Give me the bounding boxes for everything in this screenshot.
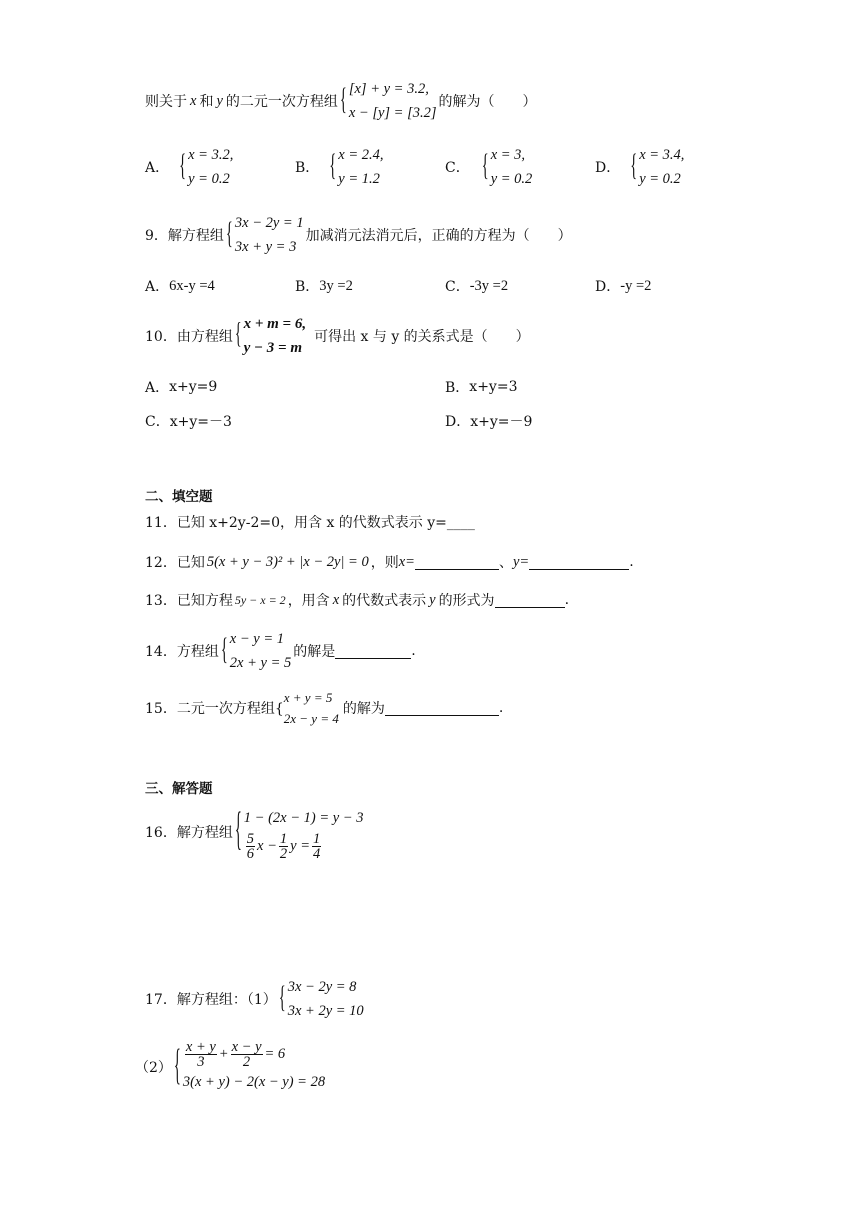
q12-y-blank[interactable] <box>529 555 629 570</box>
q9-stem <box>145 212 572 258</box>
brace-icon: { <box>630 149 638 184</box>
option-system <box>630 143 684 191</box>
q17-p2-label: （2） <box>135 1060 172 1076</box>
q16-number: 16． <box>145 825 177 841</box>
q16-pre: 解方程组 <box>176 825 233 841</box>
q15-blank[interactable] <box>385 701 499 716</box>
q8-stem-mid: 的二元一次方程组 <box>225 94 338 110</box>
option-label: B． <box>295 279 320 295</box>
option-text: x+y=3 <box>469 379 518 395</box>
q16-eq2-part1: x − <box>257 838 277 854</box>
q10-number: 10． <box>145 329 177 345</box>
q10-eq1: x + m = 6, <box>243 316 307 332</box>
q9-option-b[interactable] <box>295 276 353 296</box>
q14-equation-system <box>221 627 291 675</box>
numerator: x + y <box>185 1038 216 1055</box>
section-heading-fill-in: 二、填空题 <box>145 489 213 505</box>
q14-end: . <box>411 643 416 659</box>
q16-equation-system <box>235 804 364 861</box>
q12-x-label: x= <box>398 553 415 570</box>
section-heading-answer: 三、解答题 <box>145 781 213 797</box>
q13 <box>145 589 569 611</box>
denominator: 6 <box>246 845 255 862</box>
brace-icon: { <box>234 805 242 857</box>
q8-option-c[interactable] <box>445 144 534 190</box>
option-text: -y =2 <box>620 277 652 294</box>
fraction <box>246 832 255 861</box>
option-system <box>482 143 533 191</box>
q10-option-c[interactable] <box>145 411 232 431</box>
option-label: B． <box>445 380 470 396</box>
option-label: C． <box>145 414 170 430</box>
q15-pre: 二元一次方程组{ <box>176 701 284 717</box>
option-text: x+y=9 <box>169 379 218 395</box>
q9-eq1: 3x − 2y = 1 <box>234 215 304 231</box>
brace-icon: { <box>225 217 233 252</box>
q9-stem-post: 加减消元法消元后，正确的方程为（ ） <box>305 228 572 244</box>
q8-stem <box>145 78 536 124</box>
q15-eq1: x + y = 5 <box>283 690 333 705</box>
q9-equation-system <box>226 211 304 259</box>
q17-part1 <box>145 976 366 1022</box>
q15-equation-lines <box>284 687 339 729</box>
q17-p2-equation-system <box>174 1040 325 1095</box>
q14 <box>145 628 416 674</box>
q15 <box>145 686 503 730</box>
option-label: D． <box>445 414 471 430</box>
q14-number: 14． <box>145 644 177 660</box>
numerator: 1 <box>313 830 321 847</box>
brace-icon: { <box>234 319 242 351</box>
fraction <box>231 1040 263 1069</box>
option-label: A． <box>145 160 170 176</box>
q8-stem-pre: 则关于 <box>145 94 187 110</box>
q17-p2-rhs: = 6 <box>264 1046 286 1062</box>
q10-stem <box>145 312 530 360</box>
option-label: D． <box>595 160 621 176</box>
option-label: C． <box>445 279 470 295</box>
q14-pre: 方程组 <box>176 644 219 660</box>
q10-eq2: y − 3 = m <box>243 340 303 356</box>
q17-p1-eq1: 3x − 2y = 8 <box>287 979 357 995</box>
q13-end: . <box>564 592 570 608</box>
option-label: A． <box>145 380 170 396</box>
q14-post: 的解是 <box>293 644 336 660</box>
q12-end: . <box>629 554 634 570</box>
q17-part2 <box>135 1036 327 1098</box>
q8-option-d[interactable] <box>595 144 686 190</box>
option-line-1: x = 3, <box>490 147 526 163</box>
q14-eq2: 2x + y = 5 <box>229 655 292 671</box>
q8-option-b[interactable] <box>295 144 386 190</box>
option-line-1: x = 2.4, <box>338 147 384 163</box>
q13-var-x: x <box>332 591 340 608</box>
option-line-2: y = 0.2 <box>639 171 681 187</box>
fraction <box>312 832 321 861</box>
q12-separator: 、 <box>498 555 513 571</box>
q13-blank[interactable] <box>495 593 565 608</box>
plus-sign: + <box>218 1046 229 1062</box>
option-label: D． <box>595 279 621 295</box>
brace-icon: { <box>179 149 187 184</box>
q17-number: 17． <box>145 992 177 1008</box>
q8-and: 和 <box>199 94 214 110</box>
option-line-2: y = 0.2 <box>490 171 533 187</box>
q12-expression: 5(x + y − 3)² + |x − 2y| = 0 <box>206 553 369 570</box>
q16-eq1: 1 − (2x − 1) = y − 3 <box>243 809 364 826</box>
fraction <box>185 1040 217 1069</box>
brace-icon: { <box>339 83 347 118</box>
q15-eq2: 2x − y = 4 <box>283 711 339 726</box>
denominator: 3 <box>197 1053 205 1070</box>
q17-p1-equation-system <box>279 975 364 1023</box>
q8-eq1: [x] + y = 3.2, <box>348 81 429 97</box>
q8-equation-system <box>340 77 437 125</box>
q13-mid2: 的代数式表示 <box>342 593 427 609</box>
q9-stem-pre: 解方程组 <box>167 228 224 244</box>
q9-option-d[interactable] <box>595 276 651 296</box>
q13-number: 13． <box>145 593 177 609</box>
q13-var-y: y <box>429 591 436 608</box>
q12-y-label: y= <box>512 553 530 570</box>
option-text: 3y =2 <box>319 277 353 294</box>
q14-eq1: x − y = 1 <box>229 631 284 647</box>
option-text: x+y=－3 <box>169 414 232 430</box>
q9-option-c[interactable] <box>445 276 508 296</box>
option-text: x+y=－9 <box>470 414 533 430</box>
q10-equation-system <box>235 312 306 360</box>
q16 <box>145 800 365 864</box>
denominator: 2 <box>242 1053 251 1070</box>
option-line-1: x = 3.4, <box>639 147 685 163</box>
option-text: -3y =2 <box>469 277 509 294</box>
numerator: 1 <box>279 830 288 847</box>
option-line-2: y = 1.2 <box>338 171 380 187</box>
q10-option-d[interactable] <box>445 411 532 431</box>
option-label: B． <box>295 160 320 176</box>
brace-icon: { <box>278 981 286 1016</box>
q8-eq2: x − [y] = [3.2] <box>348 105 437 121</box>
brace-icon: { <box>173 1042 181 1091</box>
q8-option-a[interactable] <box>145 144 235 190</box>
q10-option-b[interactable] <box>445 377 517 397</box>
q10-option-a[interactable] <box>145 377 217 397</box>
q12-pre: 已知 <box>176 555 205 571</box>
denominator: 2 <box>279 845 288 862</box>
option-system <box>179 143 233 191</box>
q12-mid: ，则 <box>370 555 399 571</box>
q17-p2-eq1 <box>183 1040 325 1069</box>
q12-number: 12． <box>145 555 177 571</box>
q8-var-x: x <box>190 92 197 109</box>
numerator: 5 <box>246 830 255 847</box>
brace-icon: { <box>329 149 337 184</box>
q11-number: 11． <box>145 515 177 531</box>
q12 <box>145 551 634 573</box>
q10-stem-pre: 由方程组 <box>176 329 233 345</box>
q11-text: 已知 x+2y-2=0，用含 x 的代数式表示 y=____ <box>176 515 475 531</box>
q13-mid: ，用含 <box>287 593 330 609</box>
q12-x-blank[interactable] <box>415 555 499 570</box>
q9-eq2: 3x + y = 3 <box>234 239 297 255</box>
q14-blank[interactable] <box>335 644 411 659</box>
option-text: 6x-y =4 <box>169 277 215 294</box>
q13-expression: 5y − x = 2 <box>234 592 286 607</box>
q16-eq2 <box>244 832 364 861</box>
q9-number: 9． <box>145 228 168 244</box>
option-line-1: x = 3.2, <box>188 147 234 163</box>
option-line-2: y = 0.2 <box>188 171 230 187</box>
option-label: A． <box>145 279 170 295</box>
q17-p1-eq2: 3x + 2y = 10 <box>287 1003 364 1019</box>
q13-post: 的形式为 <box>438 593 495 609</box>
q9-option-a[interactable] <box>145 276 215 296</box>
q17-pre: 解方程组：（1） <box>176 992 277 1008</box>
option-system <box>329 143 383 191</box>
q16-eq2-part2: y = <box>290 838 311 854</box>
option-label: C． <box>445 160 470 176</box>
q8-var-y: y <box>216 92 223 109</box>
denominator: 4 <box>313 845 321 862</box>
q15-post: 的解为 <box>342 701 385 717</box>
brace-icon: { <box>481 149 489 184</box>
q13-pre: 已知方程 <box>176 593 233 609</box>
q10-stem-post: 可得出 x 与 y 的关系式是（ ） <box>314 329 530 345</box>
brace-icon: { <box>220 633 228 668</box>
q11 <box>145 512 475 532</box>
fraction <box>279 832 288 861</box>
q15-number: 15． <box>145 701 177 717</box>
q8-stem-post: 的解为（ ） <box>438 94 537 110</box>
q17-p2-eq2: 3(x + y) − 2(x − y) = 28 <box>182 1073 326 1090</box>
numerator: x − y <box>231 1038 262 1055</box>
q15-end: . <box>498 700 504 716</box>
